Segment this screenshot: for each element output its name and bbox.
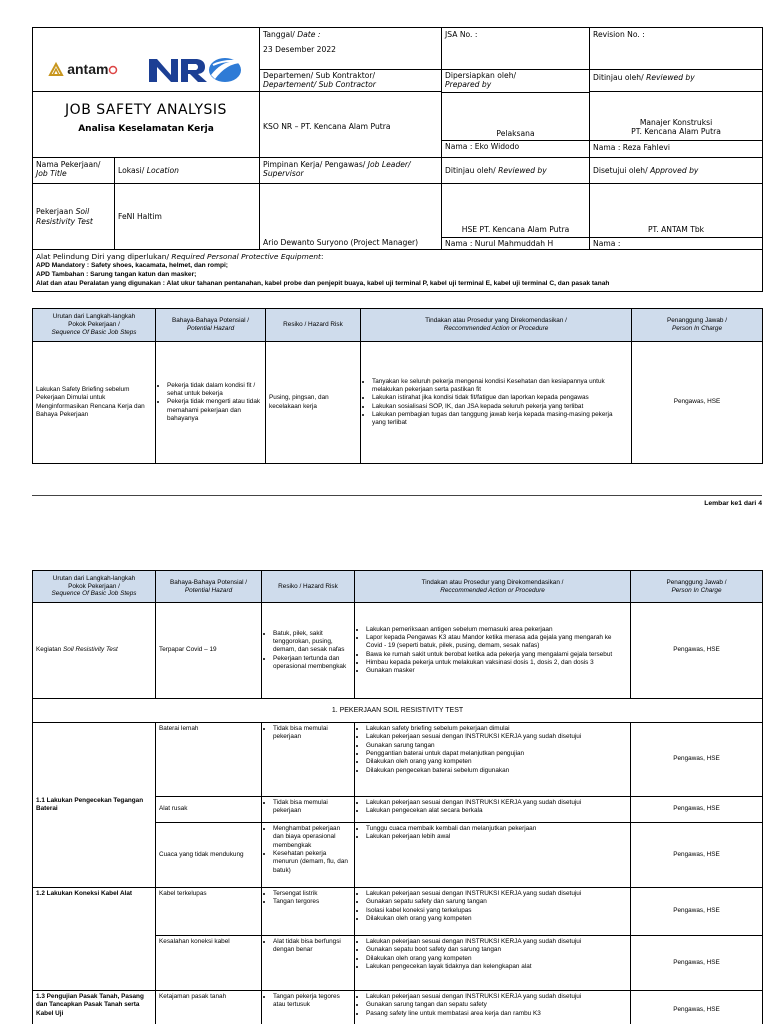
list-item: • Tangan pekerja tegores atau tertusuk [273,993,351,1010]
reviewed2-label: Ditinjau oleh/ Reviewed by [442,158,590,184]
table-row [33,342,763,464]
col-steps-header: Urutan dari Langkah-langkah Pokok Pekerjaan / Sequence Of Basic Job Steps [33,571,156,603]
col-pic-header: Penanggung Jawab / Person In Charge [632,309,763,342]
list-item: • Himbau kepada pekerja untuk melakukan vaksinasi dosis 1, dosis 2, dan dosis 3 [366,659,627,667]
col-hazard-header: Bahaya-Bahaya Potensial / Potential Hazard [156,571,262,603]
location-value: FeNI Haltim [115,184,260,250]
list-item: • Dilakukan oleh orang yang kompeten [366,915,627,923]
list-item: • Dilakukan oleh orang yang kompeten [366,955,627,963]
list-item: • Penggantian baterai untuk dapat melanjutkan pengujian [366,750,627,758]
col-risk-header: Resiko / Hazard Risk [266,309,361,342]
list-item: • Gunakan masker [366,667,627,675]
department-value: KSO NR – PT. Kencana Alam Putra [263,122,391,131]
jsa-header-table [32,27,763,292]
action-cell [355,603,631,699]
table-row [33,603,763,699]
logo-cell [33,28,260,158]
step-cell: Kegiatan Soil Resistivity Test [33,603,156,699]
risk-cell: Pusing, pingsan, dan kecelakaan kerja [266,342,361,464]
pic-cell: Pengawas, HSE [631,823,763,888]
reviewed2-name: Nama : Nurul Mahmuddah H [442,237,589,249]
col-hazard-header: Bahaya-Bahaya Potensial / Potential Hazard [156,309,266,342]
col-action-header: Tindakan atau Prosedur yang Direkomendasikan / Reccommended Action or Procedure [355,571,631,603]
location-label: Lokasi/ Location [115,158,260,184]
table-row [33,723,763,797]
list-item: • Batuk, pilek, sakit tenggorokan, pusing, demam, dan sesak nafas [273,630,351,655]
risk-cell [262,723,355,797]
risk-cell [262,991,355,1024]
leader-label: Pimpinan Kerja/ Pengawas/ Job Leader/ Supervisor [260,158,442,184]
antam-logo: antam [47,50,118,91]
hazard-cell [156,342,266,464]
list-item: • Pekerja tidak mengerti atau tidak memahami pekerjaan dan bahayanya [167,398,262,423]
approved-role: PT. ANTAM Tbk [647,225,705,235]
nr-logo-icon [147,55,245,85]
risk-cell [262,823,355,888]
action-cell [355,797,631,823]
title-block [33,92,259,136]
column-header-row [33,309,763,342]
ppe-tools: Alat dan atau Peralatan yang digunakan : Alat ukur tahanan pentanahan, kabel probe dan penjepit buaya, kabel uji terminal P, kabel uji terminal E, kabel uji terminal C, dan pasak tanah [36,279,610,287]
list-item: • Pasang safety line untuk membatasi area kerja dan rambu K3 [366,1010,627,1018]
list-item: • Lakukan safety briefing sebelum pekerjaan dimulai [366,725,627,733]
col-pic-header: Penanggung Jawab / Person In Charge [631,571,763,603]
hazard-cell: Kesalahan koneksi kabel [156,936,262,991]
list-item: • Dilakukan pengecekan baterai sebelum digunakan [366,767,627,775]
list-item: • Gunakan sarung tangan [366,742,627,750]
list-item: • Menghambat pekerjaan dan biaya operasional membengkak [273,825,351,850]
list-item: • Tersengat listrik [273,890,351,898]
step-cell: 1.1 Lakukan Pengecekan Tegangan Baterai [33,723,156,888]
list-item: • Lakukan pekerjaan sesuai dengan INSTRUKSI KERJA yang sudah disetujui [366,733,627,741]
prepared-role: Pelaksana [442,92,589,140]
step-cell: Lakukan Safety Briefing sebelum Pekerjaan Dimulai untuk Menginformasikan Rencana Kerja dan Bahaya Pekerjaan [33,342,156,464]
list-item: • Kesehatan pekerja menurun (demam, flu, dan batuk) [273,850,351,875]
step-cell: 1.2 Lakukan Koneksi Kabel Alat [33,888,156,991]
action-cell [355,823,631,888]
ppe-extra: APD Tambahan : Sarung tangan katun dan masker; [36,270,197,278]
list-item: • Lakukan pekerjaan sesuai dengan INSTRUKSI KERJA yang sudah disetujui [366,938,627,946]
job-title-value: Pekerjaan Soil Resistivity Test [33,184,115,250]
list-item: • Gunakan sepatu safety dan sarung tangan [366,898,627,906]
column-header-row [33,571,763,603]
jsa-table-page1 [32,308,763,464]
step-cell: 1.3 Pengujian Pasak Tanah, Pasang dan Tancapkan Pasak Tanah serta Kabel Uji [33,991,156,1024]
risk-cell [262,603,355,699]
action-cell [355,991,631,1024]
risk-cell [262,936,355,991]
approved-label: Disetujui oleh/ Approved by [590,158,763,184]
prepared-by-cell: Dipersiapkan oleh/ Prepared by Pelaksana Nama : Eko Widodo [442,70,590,158]
table-row [33,888,763,936]
pic-cell: Pengawas, HSE [631,888,763,936]
department-cell: Departemen/ Sub Kontraktor/ Departement/ Sub Contractor KSO NR – PT. Kencana Alam Putra [260,70,442,158]
list-item: • Lakukan pembagian tugas dan tanggung jawab kerja kepada masing-masing pekerja yang terlibat [372,411,628,428]
list-item: • Lakukan pemeriksaan antigen sebelum memasuki area pekerjaan [366,626,627,634]
list-item: • Dilakukan oleh orang yang kompeten [366,758,627,766]
hazard-cell: Terpapar Covid – 19 [156,603,262,699]
jsa-no-cell: JSA No. : [442,28,590,70]
list-item: • Tanyakan ke seluruh pekerja mengenai kondisi Kesehatan dan kesiapannya untuk melakukan pekerjaan serta pastikan fit [372,378,628,395]
approved-block [590,184,763,250]
action-cell [355,723,631,797]
list-item: • Lakukan pengecekan alat secara berkala [366,807,627,815]
date-cell: Tanggal/ Date : 23 Desember 2022 [260,28,442,70]
list-item: • Lakukan pekerjaan lebih awal [366,833,627,841]
reviewed2-block [442,184,590,250]
ppe-cell: Alat Pelindung Diri yang diperlukan/ Required Personal Protective Equipment: APD Mandatory : Safety shoes, kacamata, helmet, dan rompi; APD Tambahan : Sarung tangan katun dan masker; Alat dan atau Peralatan yang digunakan : Alat ukur tahanan pentanahan, kabel probe dan penjepit buaya, kabel uji terminal P, kabel uji terminal E, kabel uji terminal C, dan pasak tanah [33,250,763,292]
antam-emblem-icon [47,61,65,79]
list-item: • Tidak bisa memulai pekerjaan [273,725,351,742]
document-subtitle: Analisa Keselamatan Kerja [78,124,214,135]
list-item: • Bawa ke rumah sakit untuk berobat ketika ada pekerja yang mengalami gejala tersebut [366,651,627,659]
hazard-cell: Alat rusak [156,797,262,823]
list-item: • Lakukan pengecekan layak tidaknya dan kelengkapan alat [366,963,627,971]
hazard-cell: Kabel terkelupas [156,888,262,936]
pic-cell: Pengawas, HSE [631,991,763,1024]
pic-cell: Pengawas, HSE [632,342,763,464]
approved-name: Nama : [590,237,762,249]
list-item: • Lakukan pekerjaan sesuai dengan INSTRUKSI KERJA yang sudah disetujui [366,993,627,1001]
hazard-cell: Cuaca yang tidak mendukung [156,823,262,888]
revision-no-cell: Revision No. : [590,28,763,70]
action-cell [355,936,631,991]
list-item: • Tidak bisa memulai pekerjaan [273,799,351,816]
reviewed-by-cell: Ditinjau oleh/ Reviewed by Manajer Konstruksi PT. Kencana Alam Putra Nama : Reza Fahlevi [590,70,763,158]
list-item: • Tunggu cuaca membaik kembali dan melanjutkan pekerjaan [366,825,627,833]
jsa-table-page2 [32,570,763,1024]
col-action-header: Tindakan atau Prosedur yang Direkomendasikan / Reccommended Action or Procedure [361,309,632,342]
pic-cell: Pengawas, HSE [631,723,763,797]
risk-cell [262,888,355,936]
list-item: • Lakukan istirahat jika kondisi tidak fit/fatigue dan laporkan kepada pengawas [372,394,628,402]
prepared-name: Nama : Eko Widodo [442,140,589,152]
nr-logo [147,50,245,91]
list-item: • Pekerjaan tertunda dan operasional membengkak [273,655,351,672]
list-item: • Isolasi kabel koneksi yang terkelupas [366,907,627,915]
document-title: JOB SAFETY ANALYSIS [65,101,227,118]
list-item: • Lakukan sosialisasi SOP, IK, dan JSA kepada seluruh pekerja yang terlibat [372,403,628,411]
col-risk-header: Resiko / Hazard Risk [262,571,355,603]
section-row [33,699,763,723]
list-item: • Lakukan pekerjaan sesuai dengan INSTRUKSI KERJA yang sudah disetujui [366,890,627,898]
list-item: • Gunakan sarung tangan dan sepatu safety [366,1001,627,1009]
list-item: • Tangan tergores [273,898,351,906]
sheet-number: Lembar ke1 dari 4 [704,500,762,507]
risk-cell [262,797,355,823]
antam-circle-icon [108,65,118,75]
reviewed2-role: HSE PT. Kencana Alam Putra [461,225,570,235]
list-item: • Alat tidak bisa berfungsi dengan benar [273,938,351,955]
list-item: • Lakukan pekerjaan sesuai dengan INSTRUKSI KERJA yang sudah disetujui [366,799,627,807]
ppe-mandatory: APD Mandatory : Safety shoes, kacamata, helmet, dan rompi; [36,261,229,269]
pic-cell: Pengawas, HSE [631,797,763,823]
job-title-label: Nama Pekerjaan/ Job Title [33,158,115,184]
list-item: • Lapor kepada Pengawas K3 atau Mandor ketika merasa ada gejala yang mengarah ke Covid - 19 (seperti batuk, pilek, pusing, demam, sesak nafas) [366,634,627,651]
hazard-cell: Baterai lemah [156,723,262,797]
pic-cell: Pengawas, HSE [631,603,763,699]
page-divider [32,495,762,496]
date-value: 23 Desember 2022 [263,45,336,55]
list-item: • Pekerja tidak dalam kondisi fit / sehat untuk bekerja [167,382,262,399]
leader-value: Ario Dewanto Suryono (Project Manager) [260,184,442,250]
pic-cell: Pengawas, HSE [631,936,763,991]
col-steps-header: Urutan dari Langkah-langkah Pokok Pekerjaan / Sequence Of Basic Job Steps [33,309,156,342]
section-title: 1. PEKERJAAN SOIL RESISTIVITY TEST [33,699,763,723]
list-item: • Gunakan sepatu boot safety dan sarung tangan [366,946,627,954]
action-cell [361,342,632,464]
action-cell [355,888,631,936]
hazard-cell: Ketajaman pasak tanah [156,991,262,1024]
table-row [33,991,763,1024]
reviewed-name: Nama : Reza Fahlevi [590,140,762,154]
